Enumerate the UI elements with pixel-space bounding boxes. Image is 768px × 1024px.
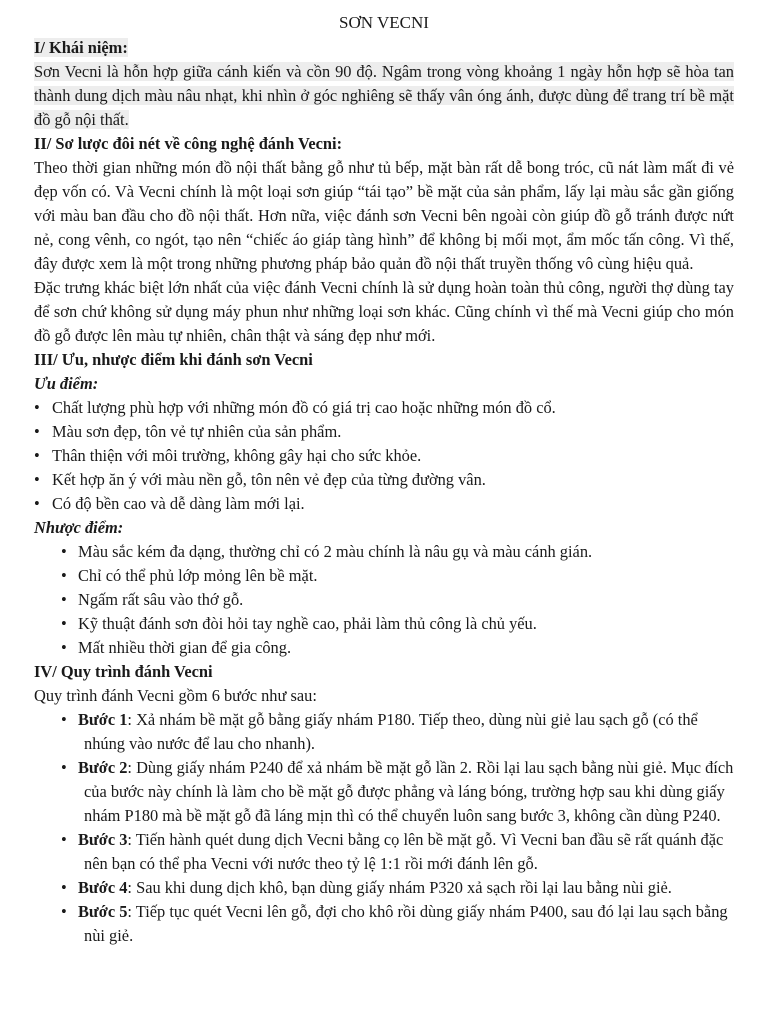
step-text: : Sau khi dung dịch khô, bạn dùng giấy nhám P320 xả sạch rồi lại lau bằng nùi giẻ. — [127, 878, 672, 897]
step-item — [34, 876, 734, 900]
list-item: • Ngấm rất sâu vào thớ gỗ. — [34, 588, 734, 612]
section-1-body: Sơn Vecni là hỗn hợp giữa cánh kiến và cồn 90 độ. Ngâm trong vòng khoảng 1 ngày hỗn hợp sẽ hòa tan thành dung dịch màu nâu nhạt, khi nhìn ở góc nghiêng sẽ thấy vân óng ánh, được dùng để trang trí bề mặt đồ gỗ nội thất. — [34, 62, 734, 129]
list-item: • Chất lượng phù hợp với những món đồ có giá trị cao hoặc những món đồ cổ. — [34, 396, 734, 420]
bullet-icon: • — [61, 542, 67, 561]
list-item: • Màu sắc kém đa dạng, thường chỉ có 2 màu chính là nâu gụ và màu cánh gián. — [34, 540, 734, 564]
step-text: : Tiến hành quét dung dịch Vecni bằng cọ lên bề mặt gỗ. Vì Vecni ban đầu sẽ rất quánh đặc nên bạn có thể pha Vecni với nước theo tỷ lệ 1:1 rồi mới đánh lên gỗ. — [84, 830, 724, 873]
bullet-icon: • — [61, 614, 67, 633]
step-item — [34, 708, 734, 756]
step-item — [34, 828, 734, 876]
step-text: : Xả nhám bề mặt gỗ bằng giấy nhám P180. Tiếp theo, dùng nùi giẻ lau sạch gỗ (có thể nhúng vào nước để lau cho nhanh). — [84, 710, 698, 753]
list-item: • Màu sơn đẹp, tôn vẻ tự nhiên của sản phẩm. — [34, 420, 734, 444]
section-2-paragraph-1: Theo thời gian những món đồ nội thất bằng gỗ như tủ bếp, mặt bàn rất dễ bong tróc, cũ nát làm mất đi vẻ đẹp vốn có. Và Vecni chính là một loại sơn giúp “tái tạo” bề mặt của sản phẩm, lấy lại màu sắc gần giống với màu ban đầu cho đồ nội thất. Hơn nữa, việc đánh sơn Vecni bên ngoài còn giúp đồ gỗ tránh được nứt nẻ, cong vênh, co ngót, tạo nên “chiếc áo giáp tàng hình” để không bị mối mọt, ẩm mốc tấn công. Vì thế, đây được xem là một trong những phương pháp bảo quản đồ nội thất truyền thống vô cùng hiệu quả. — [34, 158, 734, 273]
section-2-heading: II/ Sơ lược đôi nét về công nghệ đánh Vecni: — [34, 134, 343, 153]
bullet-icon: • — [61, 878, 67, 897]
bullet-icon: • — [34, 398, 40, 417]
section-3-heading: III/ Ưu, nhược điểm khi đánh sơn Vecni — [34, 350, 313, 369]
list-item: • Thân thiện với môi trường, không gây hại cho sức khỏe. — [34, 444, 734, 468]
section-4-intro: Quy trình đánh Vecni gồm 6 bước như sau: — [34, 686, 317, 705]
bullet-icon: • — [61, 710, 67, 729]
document-page — [34, 10, 734, 948]
bullet-icon: • — [34, 446, 40, 465]
step-text: : Dùng giấy nhám P240 để xả nhám bề mặt gỗ lần 2. Rồi lại lau sạch bằng nùi giẻ. Mục đích của bước này chính là làm cho bề mặt gỗ được phẳng và láng bóng, trường hợp sau khi dùng giấy nhám P180 mà bề mặt gỗ đã láng mịn thì có thể chuyển luôn sang bước 3, không cần dùng P240. — [84, 758, 734, 825]
step-item — [34, 756, 734, 828]
bullet-icon: • — [61, 758, 67, 777]
steps-list — [34, 708, 734, 948]
pros-list — [34, 396, 734, 516]
bullet-icon: • — [61, 830, 67, 849]
step-text: : Tiếp tục quét Vecni lên gỗ, đợi cho khô rồi dùng giấy nhám P400, sau đó lại lau sạch bằng nùi giẻ. — [84, 902, 728, 945]
cons-list — [34, 540, 734, 660]
step-label: Bước 5 — [78, 902, 128, 921]
list-item: • Mất nhiều thời gian để gia công. — [34, 636, 734, 660]
step-label: Bước 2 — [78, 758, 128, 777]
section-4-heading: IV/ Quy trình đánh Vecni — [34, 662, 213, 681]
list-item: • Chỉ có thể phủ lớp mỏng lên bề mặt. — [34, 564, 734, 588]
bullet-icon: • — [61, 902, 67, 921]
bullet-icon: • — [61, 566, 67, 585]
step-item — [34, 900, 734, 948]
bullet-icon: • — [61, 638, 67, 657]
bullet-icon: • — [61, 590, 67, 609]
bullet-icon: • — [34, 422, 40, 441]
cons-heading: Nhược điểm: — [34, 518, 124, 537]
step-label: Bước 1 — [78, 710, 128, 729]
section-2-paragraph-2: Đặc trưng khác biệt lớn nhất của việc đánh Vecni chính là sử dụng hoàn toàn thủ công, người thợ dùng tay để sơn chứ không sử dụng máy phun như những loại sơn khác. Cũng chính vì thế mà Vecni giúp cho món đồ gỗ được lên màu tự nhiên, chân thật và sáng đẹp như mới. — [34, 278, 734, 345]
step-label: Bước 3 — [78, 830, 128, 849]
section-1-heading: I/ Khái niệm: — [34, 38, 128, 57]
step-label: Bước 4 — [78, 878, 128, 897]
list-item: • Có độ bền cao và dễ dàng làm mới lại. — [34, 492, 734, 516]
list-item: • Kỹ thuật đánh sơn đòi hỏi tay nghề cao, phải làm thủ công là chủ yếu. — [34, 612, 734, 636]
list-item: • Kết hợp ăn ý với màu nền gỗ, tôn nên vẻ đẹp của từng đường vân. — [34, 468, 734, 492]
document-title: SƠN VECNI — [339, 13, 429, 32]
bullet-icon: • — [34, 494, 40, 513]
pros-heading: Ưu điểm: — [34, 374, 99, 393]
bullet-icon: • — [34, 470, 40, 489]
